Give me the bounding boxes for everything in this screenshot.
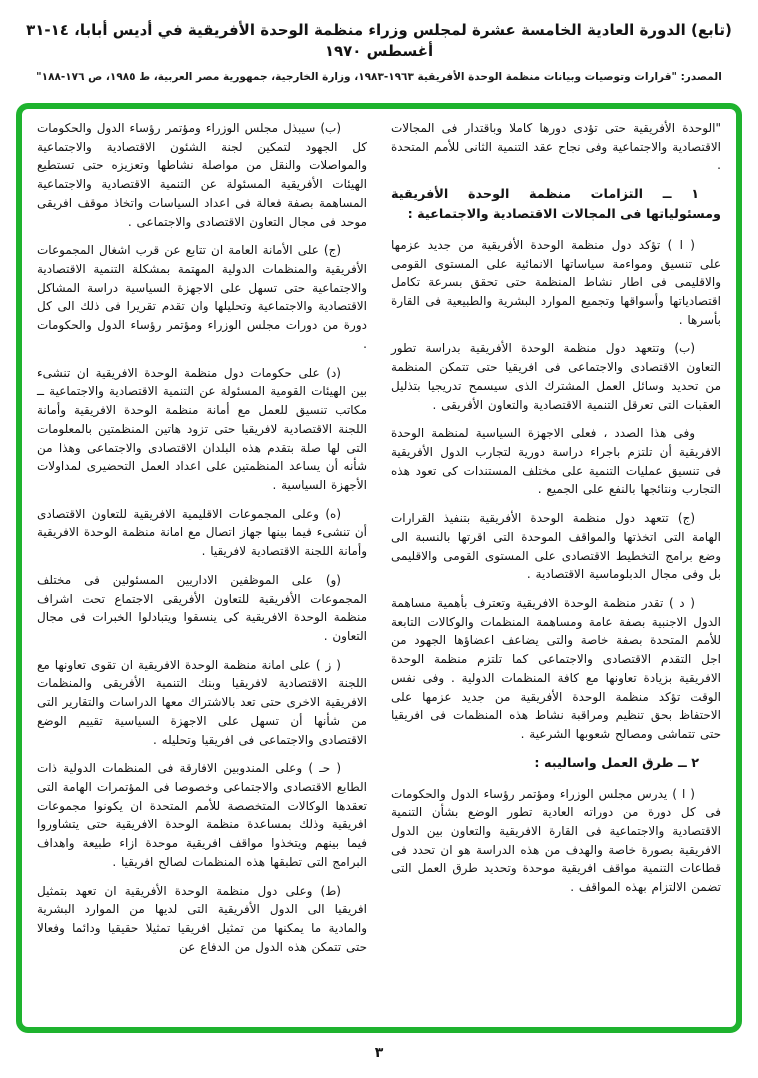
paragraph: (ج) على الأمانة العامة ان تتابع عن قرب اشغال المجموعات الأفريقية والمنظمات الدولية المهتمة بمشكلة التنمية الاقتصادية والاجتماعية حتى تسهل على الاجهزة السياسية دراسة المشاكل الاقتصادية والاجتماعية وتحليلها وان تقدم تقريرا فى ذلك الى كل دورة من دورات مجلس الوزراء ومؤتمر رؤساء الدول والحكومات . xyxy=(37,243,367,351)
page-title: (تابع) الدورة العادية الخامسة عشرة لمجلس وزراء منظمة الوحدة الأفريقية في أديس أبابا، ١٤-٣١ أغسطس ١٩٧٠ xyxy=(26,21,732,60)
column-left xyxy=(37,119,367,1019)
paragraph: (ب) سيبذل مجلس الوزراء ومؤتمر رؤساء الدول والحكومات كل الجهود لتمكين لجنة الشئون الاقتصادية والاجتماعية والمواصلات والنقل من مواصلة نشاطها وتعزيزه حتى تستطيع الهيئات الأفريقية المسئولة عن التنمية الاقتصادية والاجتماعية المساهمة بصفة فعالة فى اعداد السياسات واتخاذ موقف افريقى موحد فى مجال التعاون الاقتصادى والاجتماعى . xyxy=(37,121,367,229)
paragraph: وفى هذا الصدد ، فعلى الاجهزة السياسية لمنظمة الوحدة الافريقية أن تلتزم باجراء دراسة دورية لتجارب الدول الأفريقية فى تنسيق عمليات التنمية على مختلف المستندات كى تعود هذه التجارب ونتائجها بالنفع على الجميع . xyxy=(391,426,721,497)
paragraph: (و) على الموظفين الاداريين المسئولين فى مختلف المجموعات الأفريقية للتعاون الأفريقى الاجتماع تحت اشراف منظمة الوحدة الافريقية كى ينسقوا ويتبادلوا الخبرات فى مجال التعاون . xyxy=(37,572,367,643)
page-number: ٣ xyxy=(374,1045,384,1061)
source-citation: المصدر: "قرارات وتوصيات وبيانات منظمة الوحدة الأفريقية ١٩٦٣-١٩٨٣، وزارة الخارجية، جمهورية مصر العربية، ط ١٩٨٥، ص ١٧٦-١٨٨" xyxy=(36,71,722,83)
two-column-layout xyxy=(37,119,721,1019)
column-right xyxy=(391,119,721,1019)
paragraph: (ط) وعلى دول منظمة الوحدة الأفريقية ان تعهد بتمثيل افريقيا الى الدول الأفريقية التى لديها من الموارد البشرية والمادية ما يمكنها من تمثيل افريقيا تمثيلا حقيقيا ودائما وفعالا حتى تتمكن هذه الدول من الدفاع عن xyxy=(37,883,367,954)
content-border-box xyxy=(16,103,742,1033)
paragraph: ( ا ) تؤكد دول منظمة الوحدة الأفريقية من جديد عزمها على تنسيق ومواءمة سياساتها الانمائية على المستوى القومى والاقليمى فى اطار نشاط المنظمة حتى تحقق بسرعة تكامل اقتصادياتها وأسواقها وتجميع الموارد البشرية والطبيعية فى القارة بأسرها . xyxy=(391,237,721,327)
paragraph: ( حـ ) وعلى المندوبين الافارقة فى المنظمات الدولية ذات الطابع الاقتصادى والاجتماعى وخصوصا فى المؤتمرات الهامة التى تعقدها الوكالات المتخصصة للأمم المتحدة ان يكونوا مجموعات افريقية وذلك بمساعدة منظمة الوحدة الافريقية حتى يتشاوروا فيما بينهم ويتخذوا مواقف افريقية موحدة ازاء طبيعة واهداف البرامج التى تطبقها هذه المنظمات لصالح افريقيا . xyxy=(37,761,367,869)
paragraph: ( ز ) على امانة منظمة الوحدة الافريقية ان تقوى تعاونها مع اللجنة الاقتصادية لافريقيا وبنك التنمية الأفريقى والمنظمات الافريقية الاخرى حتى تعد بالاشتراك معها الدراسات والتقارير التى من شأنها أن تسهل على الاجهزة السياسية تقييم الوضع الاقتصادى والاجتماعى فى افريقيا وتحليله . xyxy=(37,657,367,747)
paragraph: (ب) وتتعهد دول منظمة الوحدة الأفريقية بدراسة تطور التعاون الاقتصادى والاجتماعى فى افريقيا حتى تتمكن المنظمة من تحديد وسائل العمل المشترك الذى سيسمح تدريجيا بتذليل العقبات التى تعرقل التنمية الاقتصادية والتعاون الأفريقى . xyxy=(391,341,721,412)
paragraph: (ج) تتعهد دول منظمة الوحدة الأفريقية بتنفيذ القرارات الهامة التى اتخذتها والمواقف الموحدة التى اقرتها بالنسبة الى وضع برامج التخطيط الاقتصادى على المستوى القومى والاقليمى بل وفى مجال الدبلوماسية الاقتصادية . xyxy=(391,511,721,582)
paragraph: (ه) وعلى المجموعات الاقليمية الافريقية للتعاون الاقتصادى أن تنشىء فيما بينها جهاز اتصال مع امانة منظمة الوحدة الافريقية وأمانة اللجنة الاقتصادية لافريقيا . xyxy=(37,506,367,559)
document-header xyxy=(0,0,758,83)
paragraph: ( ا ) يدرس مجلس الوزراء ومؤتمر رؤساء الدول والحكومات فى كل دورة من دوراته العادية تطور الوضع بشأن التنمية الاقتصادية والاجتماعية فى القارة الافريقية والتعاون بين الدول الافريقية بصورة خاصة والهدف من هذه الدراسة هو ان تحدد فى قطاعات التنمية مواقف افريقية موحدة وتحديد طرق العمل التى تضمن الالتزام بهذه المواقف . xyxy=(391,786,721,895)
paragraph: (د) على حكومات دول منظمة الوحدة الافريقية ان تنشىء بين الهيئات القومية المسئولة عن التنمية الاقتصادية والاجتماعية ــ مكاتب تنسيق للعمل مع أمانة منظمة الوحدة الافريقية وأمانة اللجنة الاقتصادية لافريقيا حتى تزود هاتين المنظمتين بالمعلومات التى لها صلة بتقدم هذه البلدان الاقتصادى والاجتماعى وهذا من شأنه أن يساعد المنظمتين على اعداد العمل التحضيرى لمداولات الأجهزة السياسية . xyxy=(37,365,367,492)
paragraph: "الوحدة الأفريقية حتى تؤدى دورها كاملا وباقتدار فى المجالات الاقتصادية والاجتماعية وفى نجاح عقد التنمية الثانى للأمم المتحدة . xyxy=(391,121,721,173)
section-heading: ١ ــ التزامات منظمة الوحدة الأفريقية ومسئولياتها فى المجالات الاقتصادية والاجتماعية : xyxy=(391,187,721,222)
paragraph: ( د ) تقدر منظمة الوحدة الافريقية وتعترف بأهمية مساهمة الدول الاجنبية بصفة عامة ومساهمة المنظمات والوكالات التابعة للأمم المتحدة بصفة خاصة والتى يضاعف اعضاؤها الجهود من اجل التقدم الاقتصادى والاجتماعى كما تلتزم منظمة الوحدة الافريقية بزيادة تعاونها مع كافة المنظمات الدولية . وفى نفس الوقت تؤكد منظمة الوحدة الأفريقية من جديد عزمها على الاحتفاظ بحق تنظيم ومراقبة نشاط هذه المنظمات فى افريقيا حتى تتماشى ومصالح شعوبها الشرعية . xyxy=(391,596,721,742)
section-heading: ٢ ــ طرق العمل واساليبه : xyxy=(534,755,699,771)
